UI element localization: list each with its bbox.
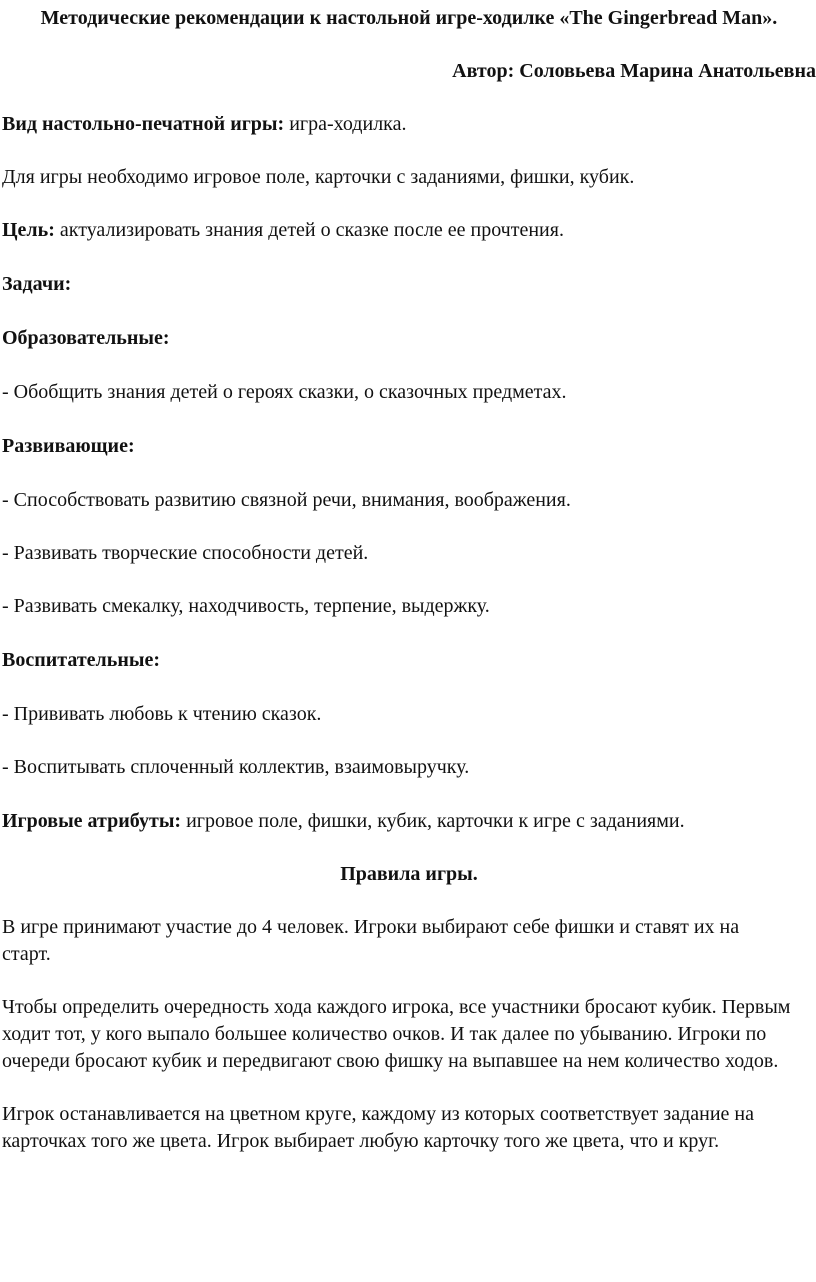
- attributes-paragraph: [2, 808, 816, 835]
- developing-item: - Способствовать развитию связной речи, внимания, воображения.: [2, 489, 571, 511]
- upbringing-item: - Воспитывать сплоченный коллектив, взаимовыручку.: [2, 756, 470, 778]
- developing-heading: Развивающие:: [2, 435, 135, 457]
- upbringing-item: - Прививать любовь к чтению сказок.: [2, 703, 322, 725]
- developing-item: - Развивать творческие способности детей.: [2, 542, 369, 564]
- materials-paragraph: Для игры необходимо игровое поле, карточки с заданиями, фишки, кубик.: [2, 166, 635, 188]
- attributes-value: игровое поле, фишки, кубик, карточки к игре с заданиями.: [181, 810, 685, 832]
- goal-paragraph: [2, 217, 816, 244]
- game-type-paragraph: [2, 111, 816, 138]
- document-page: [0, 5, 816, 1282]
- rules-paragraph: В игре принимают участие до 4 человек. Игроки выбирают себе фишки и ставят их на старт.: [2, 916, 740, 965]
- educational-heading: Образовательные:: [2, 327, 170, 349]
- tasks-heading: Задачи:: [2, 273, 72, 295]
- rules-paragraph: Игрок останавливается на цветном круге, каждому из которых соответствует задание на карточках того же цвета. Игрок выбирает любую карточку того же цвета, что и круг.: [2, 1103, 754, 1152]
- document-title: Методические рекомендации к настольной игре-ходилке «The Gingerbread Man».: [40, 7, 778, 29]
- goal-label: Цель:: [2, 219, 55, 241]
- goal-value: актуализировать знания детей о сказке после ее прочтения.: [54, 219, 564, 241]
- author-line: Автор: Соловьева Марина Анатольевна: [452, 60, 816, 82]
- game-type-label: Вид настольно-печатной игры:: [2, 113, 285, 135]
- rules-paragraph: Чтобы определить очередность хода каждого игрока, все участники бросают кубик. Первым ходит тот, у кого выпало большее количество очков. И так далее по убыванию. Игроки по очереди бросают кубик и передвигают свою фишку на выпавшее на нем количество ходов.: [2, 996, 791, 1072]
- developing-item: - Развивать смекалку, находчивость, терпение, выдержку.: [2, 595, 490, 617]
- rules-heading: Правила игры.: [340, 863, 478, 885]
- educational-item: - Обобщить знания детей о героях сказки, о сказочных предметах.: [2, 381, 567, 403]
- attributes-label: Игровые атрибуты:: [2, 810, 182, 832]
- upbringing-heading: Воспитательные:: [2, 649, 160, 671]
- game-type-value: игра-ходилка.: [284, 113, 407, 135]
